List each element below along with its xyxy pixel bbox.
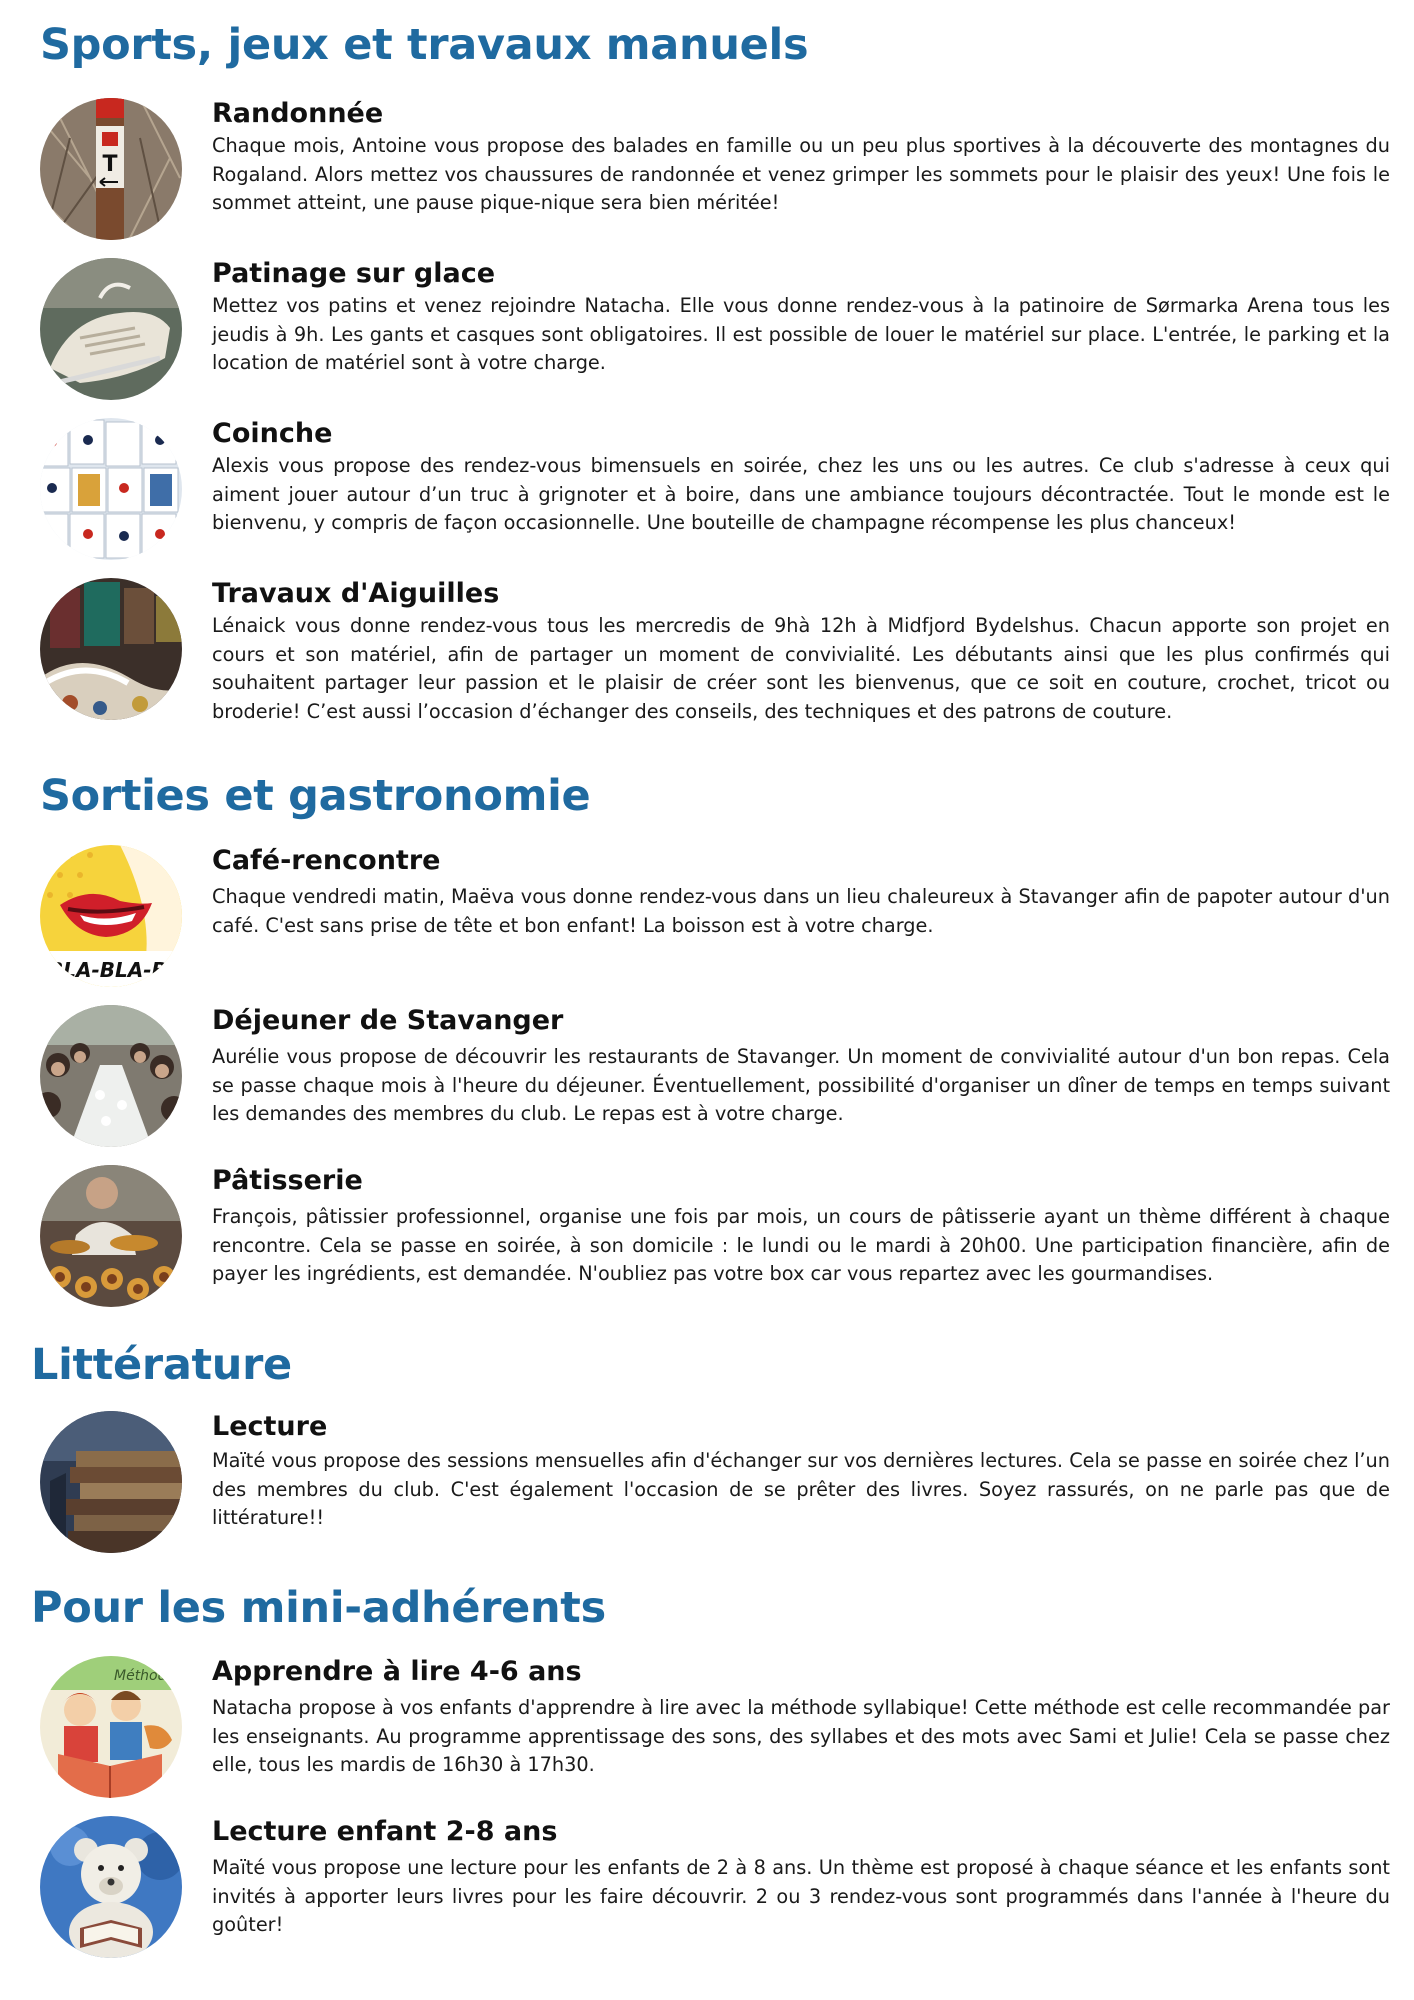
hiking-trail-marker-image — [40, 98, 182, 240]
activity-title: Coinche — [212, 418, 333, 449]
activity-description: Alexis vous propose des rendez-vous bimensuels en soirée, chez les uns ou les autres. Ce club s'adresse à ceux qui aiment jouer autour d’un truc à grignoter et à boire, dans une ambiance toujours décontractée. Tout le monde est le bienvenu, y compris de façon occasionnelle. Une bouteille de champagne récompense les plus chanceux! — [212, 454, 1390, 534]
group-lunch-table-image — [40, 1005, 182, 1147]
activity-title: Pâtisserie — [212, 1165, 363, 1196]
activity-description: Mettez vos patins et venez rejoindre Natacha. Elle vous donne rendez-vous à la patinoire de Sørmarka Arena tous les jeudis à 9h. Les gants et casques sont obligatoires. Il est possible de louer le matériel sur place. L'entrée, le parking et la location de matériel sont à votre charge. — [212, 294, 1390, 374]
activity-description: François, pâtissier professionnel, organise une fois par mois, un cours de pâtisserie ayant un thème différent à chaque rencontre. Cela se passe en soirée, à son domicile : le lundi ou le mardi à 20h00. Une participation financière, afin de payer les ingrédients, est demandée. N'oubliez pas votre box car vous repartez avec les gourmandises. — [212, 1205, 1390, 1285]
activity-description: Chaque mois, Antoine vous propose des balades en famille ou un peu plus sportives à la découverte des montagnes du Rogaland. Alors mettez vos chaussures de randonnée et venez grimper les sommets pour le plaisir des yeux! Une fois le sommet atteint, une pause pique-nique sera bien méritée! — [212, 134, 1390, 214]
section-title-sports: Sports, jeux et travaux manuels — [40, 20, 809, 70]
activity-description: Maïté vous propose des sessions mensuelles afin d'échanger sur vos dernières lectures. Cela se passe en soirée chez l’un des membres du club. C'est également l'occasion de se prêter des livres. Soyez rassurés, on ne parle pas que de littérature!! — [212, 1449, 1390, 1529]
playing-cards-image — [40, 418, 182, 560]
activity-description: Aurélie vous propose de découvrir les restaurants de Stavanger. Un moment de convivialité autour d'un bon repas. Cela se passe chaque mois à l'heure du déjeuner. Éventuellement, possibilité d'organiser un dîner de temps en temps suivant les demandes des membres du club. Le repas est à votre charge. — [212, 1045, 1390, 1125]
activity-title: Patinage sur glace — [212, 258, 496, 289]
activity-title: Apprendre à lire 4-6 ans — [212, 1656, 582, 1687]
activity-title: Lecture enfant 2-8 ans — [212, 1816, 558, 1847]
activity-description: Lénaick vous donne rendez-vous tous les mercredis de 9hà 12h à Midfjord Bydelshus. Chacun apporte son projet en cours et son matériel, afin de partager un moment de convivialité. Les débutants ainsi que les plus confirmés qui souhaitent partager leur passion et le plaisir de créer sont les bienvenus, que ce soit en couture, crochet, tricot ou broderie! C’est aussi l’occasion d’échanger des conseils, des techniques et des patrons de couture. — [212, 614, 1390, 723]
book-stack-image — [40, 1411, 182, 1553]
svg-text:T: T — [102, 152, 118, 177]
pop-art-lips-image — [40, 845, 182, 987]
activity-description: Maïté vous propose une lecture pour les enfants de 2 à 8 ans. Un thème est proposé à chaque séance et les enfants sont invités à apporter leurs livres pour les faire découvrir. 2 ou 3 rendez-vous sont programmés dans l'année à l'heure du goûter! — [212, 1856, 1390, 1936]
sewing-threads-image — [40, 578, 182, 720]
ice-skate-image — [40, 258, 182, 400]
section-title-mini-adherents: Pour les mini-adhérents — [31, 1583, 606, 1633]
activity-title: Travaux d'Aiguilles — [212, 578, 500, 609]
bla-bla-text: BLA-BLA-B — [48, 958, 167, 982]
teddy-bear-reading-image — [40, 1816, 182, 1958]
section-title-sorties: Sorties et gastronomie — [40, 771, 591, 821]
methode-text: Méthode — [114, 1668, 176, 1684]
activity-description: Chaque vendredi matin, Maëva vous donne rendez-vous dans un lieu chaleureux à Stavanger afin de papoter autour d'un café. C'est sans prise de tête et bon enfant! La boisson est à votre charge. — [212, 885, 1390, 937]
pastry-class-image — [40, 1165, 182, 1307]
section-title-litterature: Littérature — [31, 1340, 292, 1390]
activity-description: Natacha propose à vos enfants d'apprendre à lire avec la méthode syllabique! Cette méthode est celle recommandée par les enseignants. Au programme apprentissage des sons, des syllabes et des mots avec Sami et Julie! Cela se passe chez elle, tous les mardis de 16h30 à 17h30. — [212, 1696, 1390, 1776]
reading-method-book-image — [40, 1656, 182, 1798]
activity-title: Randonnée — [212, 98, 384, 129]
activity-title: Lecture — [212, 1411, 328, 1442]
activity-title: Café-rencontre — [212, 845, 441, 876]
activity-title: Déjeuner de Stavanger — [212, 1005, 564, 1036]
